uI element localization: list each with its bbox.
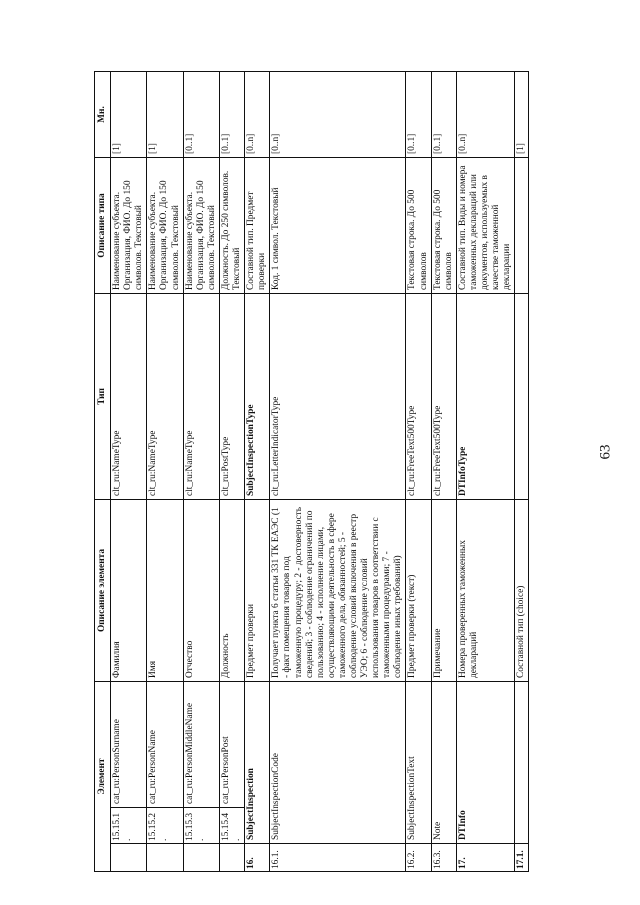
element-name: cat_ru:PersonName [147, 682, 183, 808]
type-description: Составной тип. Предмет проверки [245, 158, 270, 294]
row-number: 15.15.1. [111, 808, 147, 844]
row-number: 17.1. [515, 844, 529, 872]
table-header-row [95, 72, 111, 872]
element-type [515, 294, 529, 500]
element-type: DTInfoType [456, 294, 514, 500]
table-row-group [456, 72, 514, 872]
table-row [183, 72, 219, 872]
multiplicity: [1] [147, 72, 183, 158]
header-type: Тип [95, 294, 111, 500]
element-description: Примечание [431, 500, 456, 682]
element-type: clt_ru:NameType [147, 294, 183, 500]
type-description: Код. 1 символ. Текстовый [270, 158, 406, 294]
type-description: Наименование субъекта. Организация, ФИО. До 150 символов. Текстовый [111, 158, 147, 294]
element-name: cat_ru:PersonMiddleName [183, 682, 219, 808]
header-multiplicity: Мн. [95, 72, 111, 158]
element-type: clt_ru:FreeText500Type [431, 294, 456, 500]
multiplicity: [0..n] [245, 72, 270, 158]
table-row [219, 72, 244, 872]
cell-blank [147, 844, 183, 872]
element-name: DTInfo [456, 682, 514, 844]
element-description: Имя [147, 500, 183, 682]
element-name [515, 682, 529, 844]
type-description: Должность. До 250 символов. Текстовый [219, 158, 244, 294]
row-number: 17. [456, 844, 514, 872]
row-number: 16.3. [431, 844, 456, 872]
table-row [111, 72, 147, 872]
row-number: 16.2. [406, 844, 431, 872]
row-number: 16.1. [270, 844, 406, 872]
row-number: 16. [245, 844, 270, 872]
type-description [515, 158, 529, 294]
elements-table [94, 71, 529, 872]
type-description: Текстовая строка. До 500 символов [406, 158, 431, 294]
cell-blank [183, 844, 219, 872]
element-type: clt_ru:NameType [111, 294, 147, 500]
element-name: cat_ru:PersonSurname [111, 682, 147, 808]
table-row [406, 72, 431, 872]
page-number: 63 [597, 444, 614, 460]
multiplicity: [1] [515, 72, 529, 158]
row-number: 15.15.4. [219, 808, 244, 844]
multiplicity: [0..1] [219, 72, 244, 158]
multiplicity: [0..1] [183, 72, 219, 158]
table-row-group [245, 72, 270, 872]
element-type: clt_ru:LetterIndicatorType [270, 294, 406, 500]
cell-blank [111, 844, 147, 872]
element-description: Предмет проверки [245, 500, 270, 682]
element-type: clt_ru:PostType [219, 294, 244, 500]
element-description: Предмет проверки (текст) [406, 500, 431, 682]
header-element-desc: Описание элемента [95, 500, 111, 682]
multiplicity: [0..n] [270, 72, 406, 158]
element-description: Получает пункта 6 статьи 331 ТК ЕАЭС (1 - факт помещения товаров под таможенную процедуру; 2 - достоверность сведений; 3 - соблюдение ограничений по пользованию; 4 - исполнение лицами, осуществляющими деятельность в сфере таможенного дела, обязанностей; 5 - соблюдение условий включения в реестр УЭО; 6 - соблюдение условий использования товаров в соответствии с таможенными процедурами; 7 - соблюдение иных требований) [270, 500, 406, 682]
element-name: Note [431, 682, 456, 844]
element-type: clt_ru:NameType [183, 294, 219, 500]
element-description: Составной тип (choice) [515, 500, 529, 682]
element-description: Фамилия [111, 500, 147, 682]
type-description: Текстовая строка. До 500 символов [431, 158, 456, 294]
type-description: Составной тип. Виды и номера таможенных деклараций или документов, используемых в качестве таможенной декларации [456, 158, 514, 294]
cell-blank [219, 844, 244, 872]
multiplicity: [0..1] [406, 72, 431, 158]
element-name: SubjectInspectionText [406, 682, 431, 844]
type-description: Наименование субъекта. Организация, ФИО. До 150 символов. Текстовый [147, 158, 183, 294]
element-description: Должность [219, 500, 244, 682]
element-name: SubjectInspection [245, 682, 270, 844]
element-name: cat_ru:PersonPost [219, 682, 244, 808]
multiplicity: [0..1] [431, 72, 456, 158]
element-description: Номера проверенных таможенных деклараций [456, 500, 514, 682]
multiplicity: [1] [111, 72, 147, 158]
header-element: Элемент [95, 682, 111, 872]
element-description: Отчество [183, 500, 219, 682]
type-description: Наименование субъекта. Организация, ФИО. До 150 символов. Текстовый [183, 158, 219, 294]
table-row [147, 72, 183, 872]
table-row [431, 72, 456, 872]
row-number: 15.15.3. [183, 808, 219, 844]
header-type-desc: Описание типа [95, 158, 111, 294]
element-name: SubjectInspectionCode [270, 682, 406, 844]
row-number: 15.15.2. [147, 808, 183, 844]
element-type: SubjectInspectionType [245, 294, 270, 500]
table-row [270, 72, 406, 872]
multiplicity: [0..n] [456, 72, 514, 158]
element-type: clt_ru:FreeText500Type [406, 294, 431, 500]
rotated-table-area [94, 72, 601, 872]
table-row [515, 72, 529, 872]
